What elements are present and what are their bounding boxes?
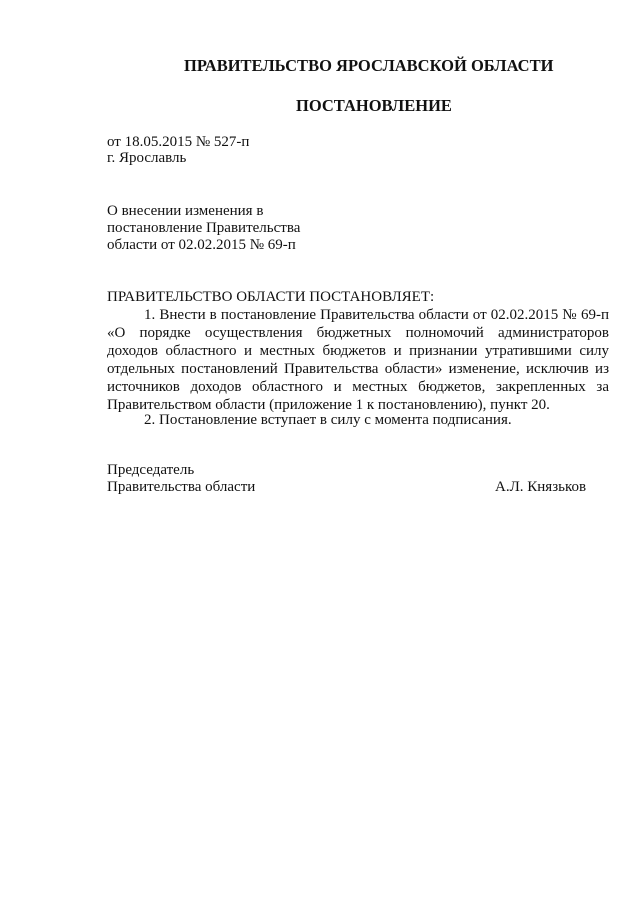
item-2-paragraph: 2. Постановление вступает в силу с момента подписания. xyxy=(144,412,512,428)
subject-line-3: области от 02.02.2015 № 69-п xyxy=(107,237,296,253)
subject-line-1: О внесении изменения в xyxy=(107,203,264,219)
document-type-title: ПОСТАНОВЛЕНИЕ xyxy=(296,96,452,115)
resolves-heading: ПРАВИТЕЛЬСТВО ОБЛАСТИ ПОСТАНОВЛЯЕТ: xyxy=(107,289,435,305)
signatory-title-line-1: Председатель xyxy=(107,462,195,478)
city: г. Ярославль xyxy=(107,150,187,166)
signatory-name: А.Л. Князьков xyxy=(495,479,587,495)
signatory-title-line-2: Правительства области xyxy=(107,479,256,495)
date-number: от 18.05.2015 № 527-п xyxy=(107,134,250,150)
subject-line-2: постановление Правительства xyxy=(107,220,301,236)
government-title: ПРАВИТЕЛЬСТВО ЯРОСЛАВСКОЙ ОБЛАСТИ xyxy=(184,56,554,75)
item-1-paragraph: 1. Внести в постановление Правительства области от 02.02.2015 № 69-п «О порядке осуществления бюджетных полномочий администраторов доходов областного и местных бюджетов и признании утратившими силу отдельных постановлений Правительства области» изменение, исключив из источников доходов областного и местных бюджетов, закрепленных за Правительством области (приложение 1 к постановлению), пункт 20. xyxy=(107,307,609,413)
